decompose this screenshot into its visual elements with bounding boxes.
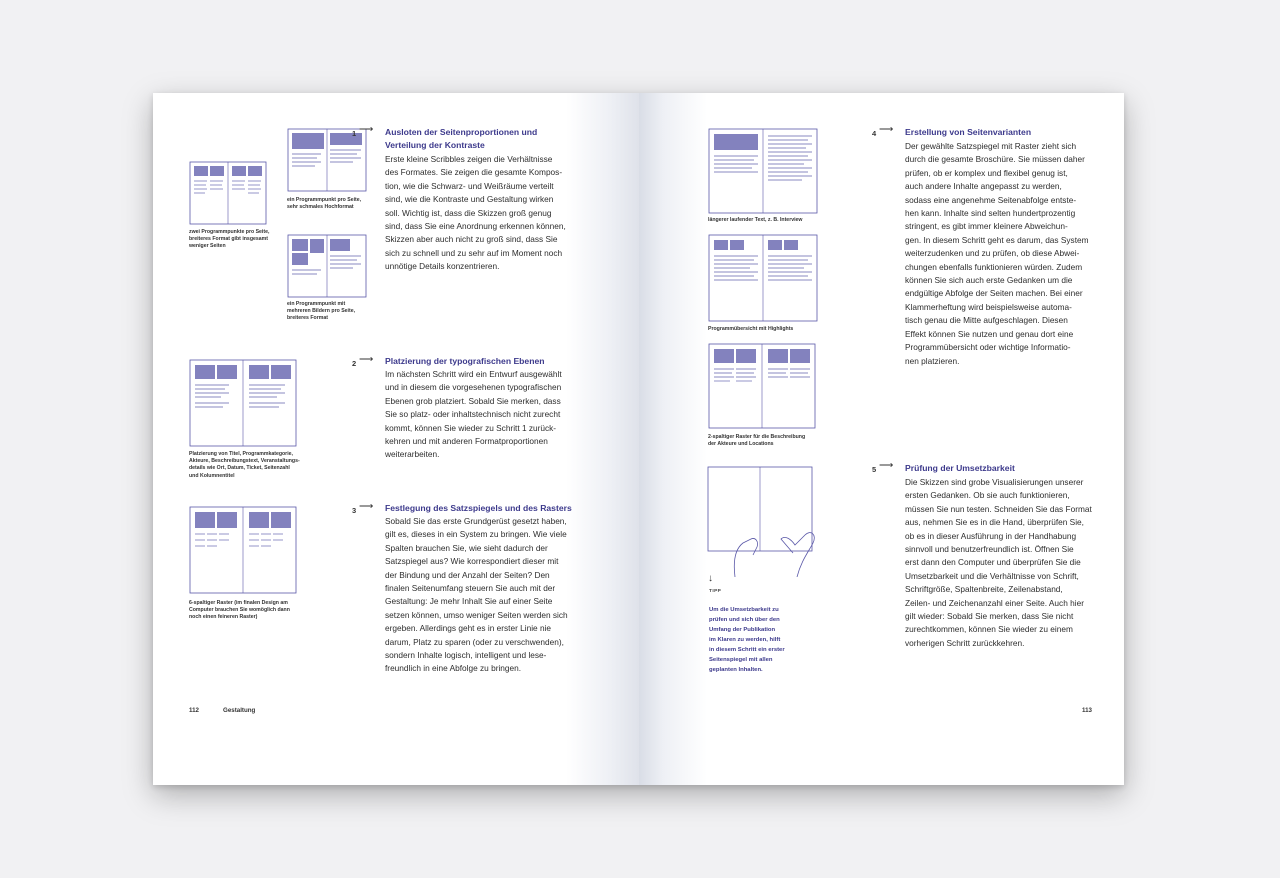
caption-six-column-grid: 6-spaltiger Raster (im finalen Design am Computer brauchen Sie womöglich dann noch einen feineren Raster): [189, 600, 290, 621]
step-number-4: 4: [872, 129, 877, 138]
arrow-right-icon: ⟶: [359, 124, 374, 135]
section-body-3: Sobald Sie das erste Grundgerüst gesetzt haben, gilt es, dieses in ein System zu bringen. Wie viele Spalten brauchen Sie, wie sieht dadurch der Satzspiegel aus? Wie korrespondiert dieser mit der Bindung und der Anzahl der Seiten? Den finalen Seitenumfang steuern Sie auch mit der Gestaltung: Je mehr Inhalt Sie auf einer Seite setzen können, umso weniger Seiten werden sich ergeben. Allerdings geht es in erster Linie nie darum, Platz zu sparen (oder zu verschwenden), sondern Inhalte logisch, intelligent und lese- freundlich in eine Abfolge zu bringen.: [385, 516, 568, 674]
arrow-right-icon: ⟶: [359, 501, 374, 512]
caption-one-program-narrow: ein Programmpunkt pro Seite, sehr schmales Hochformat: [287, 197, 362, 211]
section-heading-5: Prüfung der Umsetzbarkeit: [905, 463, 1015, 473]
step-number-1: 1: [352, 129, 357, 138]
tip-label: TIPP: [709, 589, 722, 594]
sketch-long-text: [708, 128, 818, 214]
step-number-2: 2: [352, 359, 357, 368]
right-page: [639, 93, 1124, 785]
left-page: [153, 93, 639, 785]
section-heading-3: Festlegung des Satzspiegels und des Rasters: [385, 503, 572, 513]
caption-typographic-levels: Platzierung von Titel, Programmkategorie, Akteure, Beschreibungstext, Veranstaltungs- details wie Ort, Datum, Ticket, Seitenzahl und Kolumnentitel: [189, 451, 300, 479]
page-number-left: 112: [189, 707, 199, 714]
caption-one-program-images: ein Programmpunkt mit mehreren Bildern pro Seite, breiteres Format: [287, 301, 356, 322]
sketch-typographic-levels: [189, 359, 297, 447]
step-number-5: 5: [872, 465, 877, 474]
caption-two-programs: zwei Programmpunkte pro Seite, breiteres Format gibt insgesamt weniger Seiten: [189, 229, 270, 250]
section-body-2: Im nächsten Schritt wird ein Entwurf ausgewählt und in diesem die vorgesehenen typografischen Ebenen grob platziert. Sobald Sie merken, dass Sie so platz- oder inhaltstechnisch nicht zurecht kommt, können Sie wieder zu Schritt 1 zurück- kehren und mit anderen Formatproportionen weiterarbeiten.: [385, 369, 562, 460]
sketch-six-column-grid: [189, 506, 297, 594]
sketch-one-program-images: [287, 234, 367, 298]
sketch-two-column-grid: [708, 343, 816, 429]
sketch-two-programs-per-page: [189, 161, 267, 225]
caption-two-column-grid: 2-spaltiger Raster für die Beschreibung der Akteure und Locations: [708, 434, 806, 448]
sketch-program-overview: [708, 234, 818, 322]
caption-program-overview: Programmübersicht mit Highlights: [708, 326, 794, 332]
page-number-right: 113: [1082, 707, 1092, 714]
section-body-4: Der gewählte Satzspiegel mit Raster zieht sich durch die gesamte Broschüre. Sie müssen daher prüfen, ob er komplex und flexibel genug ist, auch andere Inhalte angepasst zu werden, sodass eine angenehme Seitenabfolge entste- hen kann. Inhalte sind selten hundertprozentig stringent, es gibt immer kleinere Abweichun- gen. In diesem Schritt geht es darum, das System weiterzudenken und zu prüfen, ob diese Abwei- chungen ebenfalls funktionieren würden. Zudem können Sie sich auch erste Gedanken um die endgültige Abfolge der Seiten machen. Bei einer Klammerheftung wird beispielsweise automa- tisch genau die Mitte aufgeschlagen. Diesen Effekt können Sie nutzen und genau dort eine Programmübersicht oder wichtige Informatio- nen platzieren.: [905, 141, 1089, 366]
tip-text: Um die Umsetzbarkeit zu prüfen und sich über den Umfang der Publikation im Klaren zu werden, hilft in diesem Schritt ein erster Seitenspiegel mit allen geplanten Inhalten.: [709, 607, 785, 673]
section-heading-1: Ausloten der Seitenproportionen und Verteilung der Kontraste: [385, 127, 538, 150]
section-body-1: Erste kleine Scribbles zeigen die Verhältnisse des Formates. Sie zeigen die gesamte Kompos- tion, wie die Schwarz- und Weißräume verteilt sind, wie die Kontraste und Gestaltung wirken soll. Wichtig ist, dass die Skizzen groß genug sind, dass Sie eine Anordnung erkennen können, Skizzen aber auch nicht zu groß sind, dass Sie sich zu schnell und zu sehr auf im Moment noch unnötige Details konzentrieren.: [385, 154, 566, 272]
section-heading-2: Platzierung der typografischen Ebenen: [385, 356, 545, 366]
arrow-down-icon: ↓: [708, 573, 713, 584]
sketch-hands-holding-booklet: [705, 465, 831, 577]
arrow-right-icon: ⟶: [879, 460, 894, 471]
running-head: Gestaltung: [223, 707, 256, 714]
arrow-right-icon: ⟶: [359, 354, 374, 365]
arrow-right-icon: ⟶: [879, 124, 894, 135]
step-number-3: 3: [352, 506, 357, 515]
section-body-5: Die Skizzen sind grobe Visualisierungen unserer ersten Gedanken. Ob sie auch funktionieren, müssen Sie nun testen. Schneiden Sie das Format aus, nehmen Sie es in die Hand, überprüfen Sie, ob es in dieser Ausführung in der Handhabung sinnvoll und benutzerfreundlich ist. Öffnen Sie erst dann den Computer und überprüfen Sie die Umsetzbarkeit und die Verhältnisse von Schrift, Schriftgröße, Spaltenbreite, Zeilenabstand, Zeilen- und Zeichenanzahl einer Seite. Auch hier gilt wieder: Sobald Sie merken, dass Sie nicht zurechtkommen, können Sie wieder zu einem vorherigen Schritt zurückkehren.: [905, 477, 1092, 648]
caption-long-text: längerer laufender Text, z. B. Interview: [708, 217, 803, 223]
section-heading-4: Erstellung von Seitenvarianten: [905, 127, 1032, 137]
book-spread: [153, 93, 1124, 785]
